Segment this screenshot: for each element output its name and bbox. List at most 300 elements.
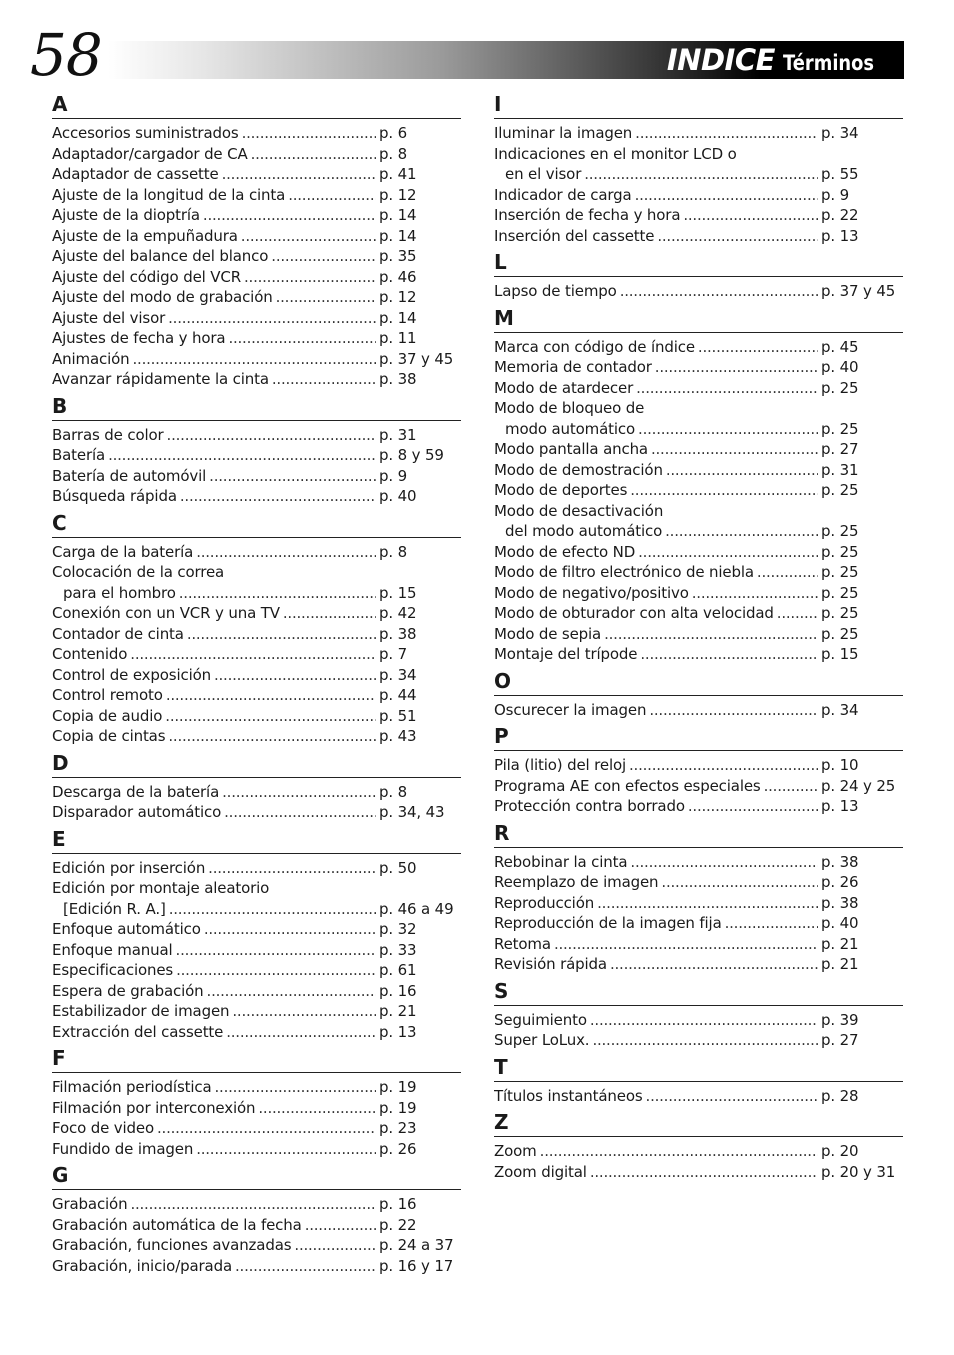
dot-leader	[649, 700, 818, 721]
entry-page-ref: p. 8	[379, 144, 408, 163]
dot-leader	[636, 378, 818, 399]
entry-term: Retoma	[494, 934, 551, 953]
index-entry	[494, 205, 903, 226]
dot-leader	[629, 755, 818, 776]
index-section-p	[494, 722, 903, 817]
index-entry	[494, 893, 903, 914]
entry-page-ref: p. 42	[379, 604, 417, 622]
entry-page-ref: p. 16 y 17	[379, 1256, 454, 1275]
dot-leader	[224, 802, 376, 823]
dot-leader	[176, 960, 376, 981]
index-entry	[52, 899, 461, 920]
entry-term: Pila (litio) del reloj	[494, 756, 627, 774]
entry-page-ref: p. 34	[821, 700, 859, 719]
dot-leader	[592, 1030, 818, 1051]
entry-page-ref: p. 39	[821, 1010, 859, 1029]
dot-leader	[757, 562, 818, 583]
index-entry	[52, 960, 461, 981]
index-entry	[52, 445, 461, 466]
entry-term: Conexión con un VCR y una TV	[52, 604, 280, 622]
dot-leader	[764, 776, 818, 797]
index-entry	[52, 246, 461, 267]
entry-page-ref: p. 15	[379, 583, 417, 602]
entry-term: Ajuste del balance del blanco	[52, 247, 269, 265]
entry-term: Ajuste de la dioptría	[52, 206, 200, 224]
entry-page-ref: p. 28	[821, 1086, 859, 1105]
entry-term: Descarga de la batería	[52, 782, 220, 801]
dot-leader	[725, 913, 818, 934]
entry-page-ref: p. 21	[821, 955, 859, 973]
entry-page-ref: p. 21	[821, 934, 859, 953]
dot-leader	[166, 685, 376, 706]
section-letter: P	[494, 722, 903, 751]
index-entry	[494, 281, 903, 302]
entry-term: Filmación por interconexión	[52, 1098, 256, 1117]
entry-term: Oscurecer la imagen	[494, 700, 647, 719]
entry-page-ref: p. 24 y 25	[821, 776, 896, 795]
entry-page-ref: p. 24 a 37	[379, 1236, 454, 1254]
dot-leader	[590, 1162, 818, 1183]
entry-term: Inserción de fecha y hora	[494, 206, 681, 224]
index-entry	[52, 1139, 461, 1160]
dot-leader	[272, 369, 376, 390]
entry-page-ref: p. 37 y 45	[821, 282, 896, 300]
dot-leader	[168, 308, 376, 329]
index-entry	[494, 226, 903, 247]
dot-leader	[179, 583, 376, 604]
entry-page-ref: p. 46 a 49	[379, 899, 454, 918]
entry-term: Lapso de tiempo	[494, 282, 617, 300]
header-bar	[108, 41, 904, 79]
entry-term: Colocación de la correa	[52, 563, 225, 581]
index-entry	[52, 1022, 461, 1043]
index-entry	[52, 205, 461, 226]
index-entry	[494, 1162, 903, 1183]
index-entry	[52, 981, 461, 1002]
entry-term: Disparador automático	[52, 803, 222, 821]
index-entry	[494, 1141, 903, 1162]
entry-term: Accesorios suministrados	[52, 124, 239, 142]
entry-page-ref: p. 33	[379, 940, 417, 959]
index-section-z	[494, 1108, 903, 1182]
index-entry	[52, 802, 461, 823]
entry-term: Montaje del trípode	[494, 645, 638, 663]
index-entry	[494, 501, 903, 522]
dot-leader	[288, 185, 376, 206]
entry-term: Ajuste de la longitud de la cinta	[52, 185, 286, 204]
entry-page-ref: p. 8 y 59	[379, 446, 444, 464]
dot-leader	[167, 425, 376, 446]
dot-leader	[692, 583, 818, 604]
index-entry	[52, 1256, 461, 1277]
index-entry	[52, 226, 461, 247]
entry-page-ref: p. 13	[821, 797, 859, 815]
entry-page-ref: p. 27	[821, 1031, 859, 1049]
dot-leader	[169, 899, 376, 920]
entry-term: Indicador de carga	[494, 185, 632, 204]
entry-term: Batería de automóvil	[52, 466, 207, 485]
index-entry	[494, 378, 903, 399]
entry-term: Espera de grabación	[52, 981, 204, 1000]
section-letter: R	[494, 819, 903, 848]
index-entry	[494, 796, 903, 817]
entry-term: Reproducción de la imagen fija	[494, 914, 722, 932]
index-entry	[52, 706, 461, 727]
entry-page-ref: p. 25	[821, 624, 859, 643]
dot-leader	[283, 603, 376, 624]
entry-page-ref: p. 44	[379, 686, 417, 704]
section-letter: E	[52, 825, 461, 854]
entry-page-ref: p. 41	[379, 165, 417, 183]
entry-term: Modo de negativo/positivo	[494, 583, 689, 602]
dot-leader	[244, 267, 376, 288]
entry-term: Programa AE con efectos especiales	[494, 776, 761, 795]
index-entry	[494, 1086, 903, 1107]
entry-page-ref: p. 8	[379, 542, 408, 561]
section-letter: L	[494, 248, 903, 277]
dot-leader	[554, 934, 818, 955]
entry-page-ref: p. 34, 43	[379, 803, 445, 821]
index-entry	[494, 460, 903, 481]
index-column-right	[494, 90, 903, 1184]
index-entry	[494, 624, 903, 645]
index-section-r	[494, 819, 903, 975]
dot-leader	[661, 872, 818, 893]
entry-page-ref: p. 12	[379, 288, 417, 306]
dot-leader	[610, 954, 818, 975]
index-entry	[52, 308, 461, 329]
entry-term: Copia de cintas	[52, 727, 166, 745]
entry-term: Modo pantalla ancha	[494, 440, 648, 458]
index-entry	[52, 782, 461, 803]
entry-term: Inserción del cassette	[494, 226, 655, 245]
entry-page-ref: p. 20	[821, 1142, 859, 1160]
index-entry	[494, 144, 903, 165]
dot-leader	[196, 542, 376, 563]
index-entry	[52, 369, 461, 390]
dot-leader	[630, 480, 818, 501]
index-entry	[494, 852, 903, 873]
entry-term: Seguimiento	[494, 1010, 587, 1029]
index-entry	[52, 144, 461, 165]
entry-term: Enfoque automático	[52, 920, 201, 938]
dot-leader	[604, 624, 818, 645]
dot-leader	[657, 226, 818, 247]
entry-term: Grabación automática de la fecha	[52, 1215, 302, 1234]
entry-term: Control remoto	[52, 686, 163, 704]
section-letter: C	[52, 509, 461, 538]
entry-term: Super LoLux.	[494, 1031, 590, 1049]
entry-term: Control de exposición	[52, 665, 211, 684]
entry-page-ref: p. 12	[379, 185, 417, 204]
dot-leader	[630, 852, 818, 873]
index-entry	[52, 542, 461, 563]
dot-leader	[130, 1194, 376, 1215]
entry-term: Ajustes de fecha y hora	[52, 329, 226, 347]
entry-term: Ajuste del visor	[52, 308, 166, 327]
entry-page-ref: p. 26	[821, 873, 859, 891]
dot-leader	[176, 940, 376, 961]
dot-leader	[108, 445, 376, 466]
title-main: INDICE	[666, 43, 775, 77]
index-section-b	[52, 392, 461, 507]
dot-leader	[157, 1118, 376, 1139]
entry-term: Animación	[52, 349, 130, 368]
index-entry	[52, 858, 461, 879]
index-entry	[52, 562, 461, 583]
index-entry	[52, 185, 461, 206]
dot-leader	[222, 782, 376, 803]
index-entry	[494, 583, 903, 604]
index-entry	[52, 685, 461, 706]
entry-term: Adaptador de cassette	[52, 165, 219, 183]
dot-leader	[242, 123, 376, 144]
entry-page-ref: p. 15	[821, 645, 859, 663]
entry-term: Zoom digital	[494, 1162, 587, 1181]
index-entry	[52, 603, 461, 624]
dot-leader	[215, 1077, 377, 1098]
index-entry	[52, 726, 461, 747]
entry-term: Edición por inserción	[52, 858, 206, 877]
entry-term: Modo de demostración	[494, 460, 663, 479]
entry-term: del modo automático	[505, 522, 663, 540]
dot-leader	[180, 486, 376, 507]
entry-page-ref: p. 32	[379, 920, 417, 938]
index-entry	[494, 542, 903, 563]
entry-term: Contenido	[52, 645, 128, 663]
entry-page-ref: p. 25	[821, 522, 859, 540]
index-entry	[494, 644, 903, 665]
section-letter: T	[494, 1053, 903, 1082]
dot-leader	[130, 644, 376, 665]
entry-page-ref: p. 25	[821, 378, 859, 397]
entry-term: Revisión rápida	[494, 955, 607, 973]
entry-page-ref: p. 51	[379, 706, 417, 725]
index-entry	[52, 486, 461, 507]
dot-leader	[203, 205, 376, 226]
dot-leader	[665, 521, 818, 542]
entry-term: Modo de bloqueo de	[494, 399, 645, 417]
index-entry	[52, 267, 461, 288]
entry-page-ref: p. 16	[379, 1195, 417, 1213]
index-entry	[52, 287, 461, 308]
index-entry	[52, 1098, 461, 1119]
entry-page-ref: p. 40	[821, 358, 859, 376]
entry-page-ref: p. 37 y 45	[379, 349, 454, 368]
entry-page-ref: p. 25	[821, 583, 859, 602]
entry-term: Filmación periodística	[52, 1078, 212, 1096]
entry-term: Grabación	[52, 1195, 128, 1213]
dot-leader	[271, 246, 376, 267]
page-title	[667, 43, 890, 77]
entry-page-ref: p. 9	[821, 185, 850, 204]
entry-term: Modo de obturador con alta velocidad	[494, 604, 774, 622]
section-letter: I	[494, 90, 903, 119]
index-section-i	[494, 90, 903, 246]
index-entry	[494, 123, 903, 144]
index-entry	[494, 1010, 903, 1031]
entry-term: Modo de sepia	[494, 624, 602, 643]
index-column-left	[52, 90, 461, 1278]
index-entry	[494, 164, 903, 185]
entry-page-ref: p. 22	[821, 206, 859, 224]
dot-leader	[258, 1098, 376, 1119]
entry-page-ref: p. 6	[379, 124, 408, 142]
entry-term: Reemplazo de imagen	[494, 873, 659, 891]
entry-term: Adaptador/cargador de CA	[52, 144, 248, 163]
index-entry	[494, 700, 903, 721]
index-entry	[494, 954, 903, 975]
dot-leader	[196, 1139, 376, 1160]
entry-term: Estabilizador de imagen	[52, 1002, 230, 1020]
entry-term: Barras de color	[52, 425, 164, 444]
index-entry	[52, 624, 461, 645]
entry-page-ref: p. 40	[379, 487, 417, 505]
index-entry	[52, 349, 461, 370]
entry-page-ref: p. 45	[821, 337, 859, 356]
entry-term: Memoria de contador	[494, 358, 652, 376]
dot-leader	[640, 644, 818, 665]
entry-term: Enfoque manual	[52, 940, 173, 959]
entry-page-ref: p. 35	[379, 247, 417, 265]
entry-page-ref: p. 38	[379, 370, 417, 388]
dot-leader	[584, 164, 818, 185]
index-section-s	[494, 977, 903, 1051]
dot-leader	[635, 123, 818, 144]
entry-term: Reproducción	[494, 893, 595, 912]
dot-leader	[688, 796, 818, 817]
dot-leader	[638, 419, 818, 440]
index-entry	[52, 583, 461, 604]
index-entry	[494, 934, 903, 955]
entry-term: Modo de efecto ND	[494, 542, 636, 561]
index-entry	[494, 913, 903, 934]
entry-page-ref: p. 8	[379, 782, 408, 801]
entry-page-ref: p. 55	[821, 165, 859, 183]
entry-page-ref: p. 10	[821, 756, 859, 774]
entry-term: Títulos instantáneos	[494, 1086, 643, 1105]
entry-page-ref: p. 25	[821, 419, 859, 438]
section-letter: M	[494, 304, 903, 333]
dot-leader	[133, 349, 377, 370]
dot-leader	[228, 328, 376, 349]
index-entry	[52, 466, 461, 487]
dot-leader	[209, 466, 376, 487]
entry-page-ref: p. 19	[379, 1078, 417, 1096]
dot-leader	[590, 1010, 818, 1031]
entry-page-ref: p. 14	[379, 226, 417, 245]
entry-page-ref: p. 25	[821, 563, 859, 581]
entry-term: Modo de filtro electrónico de niebla	[494, 563, 754, 581]
entry-page-ref: p. 20 y 31	[821, 1162, 896, 1181]
index-entry	[52, 1215, 461, 1236]
entry-page-ref: p. 34	[821, 124, 859, 142]
entry-page-ref: p. 19	[379, 1098, 417, 1117]
entry-page-ref: p. 25	[821, 481, 859, 499]
entry-term: Zoom	[494, 1142, 537, 1160]
index-entry	[494, 398, 903, 419]
entry-term: Extracción del cassette	[52, 1022, 224, 1041]
dot-leader	[204, 919, 376, 940]
entry-page-ref: p. 31	[379, 425, 417, 444]
index-entry	[52, 665, 461, 686]
entry-term: Edición por montaje aleatorio	[52, 879, 270, 897]
section-letter: D	[52, 749, 461, 778]
index-section-f	[52, 1044, 461, 1159]
entry-term: modo automático	[505, 419, 636, 438]
index-section-l	[494, 248, 903, 302]
entry-page-ref: p. 46	[379, 267, 417, 286]
page-number: 58	[30, 21, 102, 89]
dot-leader	[208, 858, 376, 879]
entry-term: para el hombro	[63, 583, 176, 602]
entry-term: Rebobinar la cinta	[494, 852, 628, 871]
entry-term: Modo de atardecer	[494, 378, 634, 397]
dot-leader	[187, 624, 376, 645]
index-entry	[52, 1194, 461, 1215]
dot-leader	[666, 460, 818, 481]
entry-term: Ajuste del modo de grabación	[52, 288, 273, 306]
dot-leader	[777, 603, 818, 624]
entry-term: en el visor	[505, 165, 582, 183]
dot-leader	[222, 164, 376, 185]
entry-term: Indicaciones en el monitor LCD o	[494, 144, 737, 163]
entry-term: Modo de desactivación	[494, 501, 664, 520]
index-section-t	[494, 1053, 903, 1107]
entry-term: Carga de la batería	[52, 542, 194, 561]
entry-term: Búsqueda rápida	[52, 487, 177, 505]
entry-term: Foco de video	[52, 1119, 155, 1137]
dot-leader	[251, 144, 376, 165]
dot-leader	[235, 1256, 376, 1277]
dot-leader	[597, 893, 818, 914]
entry-term: Grabación, inicio/parada	[52, 1256, 233, 1275]
index-entry	[52, 1001, 461, 1022]
index-entry	[494, 521, 903, 542]
index-entry	[494, 185, 903, 206]
index-entry	[494, 755, 903, 776]
index-entry	[494, 439, 903, 460]
entry-page-ref: p. 38	[821, 893, 859, 912]
index-entry	[494, 419, 903, 440]
entry-page-ref: p. 43	[379, 727, 417, 745]
index-section-o	[494, 667, 903, 721]
section-letter: G	[52, 1161, 461, 1190]
index-entry	[494, 480, 903, 501]
dot-leader	[305, 1215, 376, 1236]
dot-leader	[214, 665, 376, 686]
entry-term: [Edición R. A.]	[63, 899, 166, 918]
entry-page-ref: p. 25	[821, 604, 859, 622]
dot-leader	[165, 706, 376, 727]
dot-leader	[655, 357, 818, 378]
dot-leader	[651, 439, 818, 460]
entry-term: Fundido de imagen	[52, 1139, 194, 1158]
index-section-c	[52, 509, 461, 747]
index-entry	[52, 940, 461, 961]
dot-leader	[635, 185, 818, 206]
entry-page-ref: p. 40	[821, 914, 859, 932]
index-entry	[52, 919, 461, 940]
entry-page-ref: p. 26	[379, 1139, 417, 1158]
entry-page-ref: p. 13	[821, 226, 859, 245]
section-letter: S	[494, 977, 903, 1006]
index-entry	[494, 357, 903, 378]
entry-page-ref: p. 27	[821, 440, 859, 458]
title-sub: Términos	[782, 51, 874, 75]
dot-leader	[226, 1022, 376, 1043]
dot-leader	[232, 1001, 376, 1022]
